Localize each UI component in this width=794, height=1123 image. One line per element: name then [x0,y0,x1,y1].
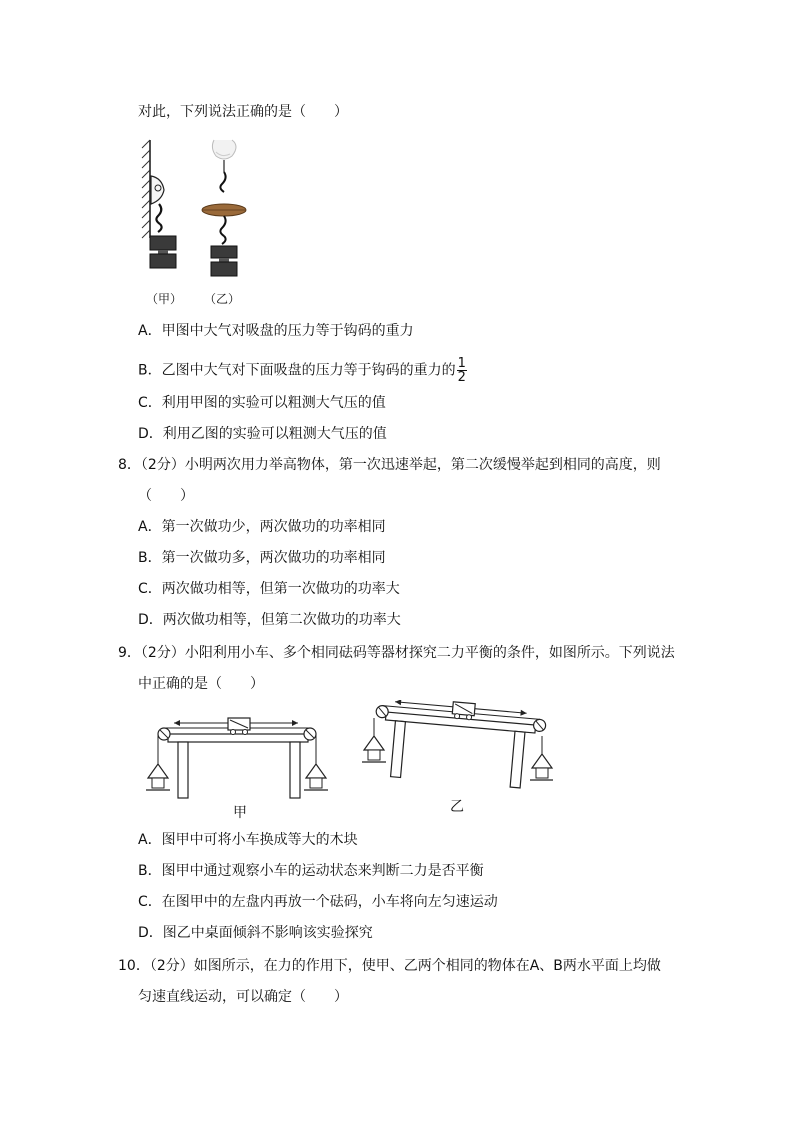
q9-caption-left: 甲 [233,805,247,821]
q10-stem-line2: 匀速直线运动，可以确定（ ） [138,989,348,1005]
q9-level-table-figure [138,712,336,821]
q7-caption-left: （甲） [146,292,183,306]
q8-option-d: D．两次做功相等，但第二次做功的功率大 [138,612,401,628]
fraction-denominator: 2 [457,370,466,385]
q7-option-a: A．甲图中大气对吸盘的压力等于钩码的重力 [138,323,414,339]
q7-caption-right: （乙） [204,292,241,306]
q9-tilted-table-figure [354,700,554,815]
q7-option-b [138,357,467,384]
q7-option-c: C．利用甲图的实验可以粗测大气压的值 [138,395,386,411]
q7-suction-cup-figure [136,138,256,306]
q9-option-d: D．图乙中桌面倾斜不影响该实验探究 [138,925,373,941]
q9-stem-line1: 9．（2分）小阳利用小车、多个相同砝码等器材探究二力平衡的条件，如图所示。下列说法 [118,645,675,661]
q7-option-b-text: B．乙图中大气对下面吸盘的压力等于钩码的重力的 [138,362,456,379]
q7-option-d: D．利用乙图的实验可以粗测大气压的值 [138,426,387,442]
q7-option-b-fraction [457,357,467,384]
q9-stem-line2: 中正确的是（ ） [138,676,264,692]
q8-option-a: A．第一次做功少，两次做功的功率相同 [138,519,386,535]
q8-stem-line2: （ ） [138,488,194,504]
fraction-numerator: 1 [457,356,466,371]
q9-option-c: C．在图甲中的左盘内再放一个砝码，小车将向左匀速运动 [138,894,498,910]
q10-stem-line1: 10．（2分）如图所示，在力的作用下，使甲、乙两个相同的物体在A、B两水平面上均做 [118,958,661,974]
q9-caption-right: 乙 [450,799,464,815]
q7-stem-tail: 对此，下列说法正确的是（ ） [138,104,348,120]
q8-option-b: B．第一次做功多，两次做功的功率相同 [138,550,386,566]
q8-stem-line1: 8．（2分）小明两次用力举高物体，第一次迅速举起，第二次缓慢举起到相同的高度，则 [118,457,661,473]
q9-option-b: B．图甲中通过观察小车的运动状态来判断二力是否平衡 [138,863,484,879]
q9-option-a: A．图甲中可将小车换成等大的木块 [138,832,358,848]
q8-option-c: C．两次做功相等，但第一次做功的功率大 [138,581,400,597]
